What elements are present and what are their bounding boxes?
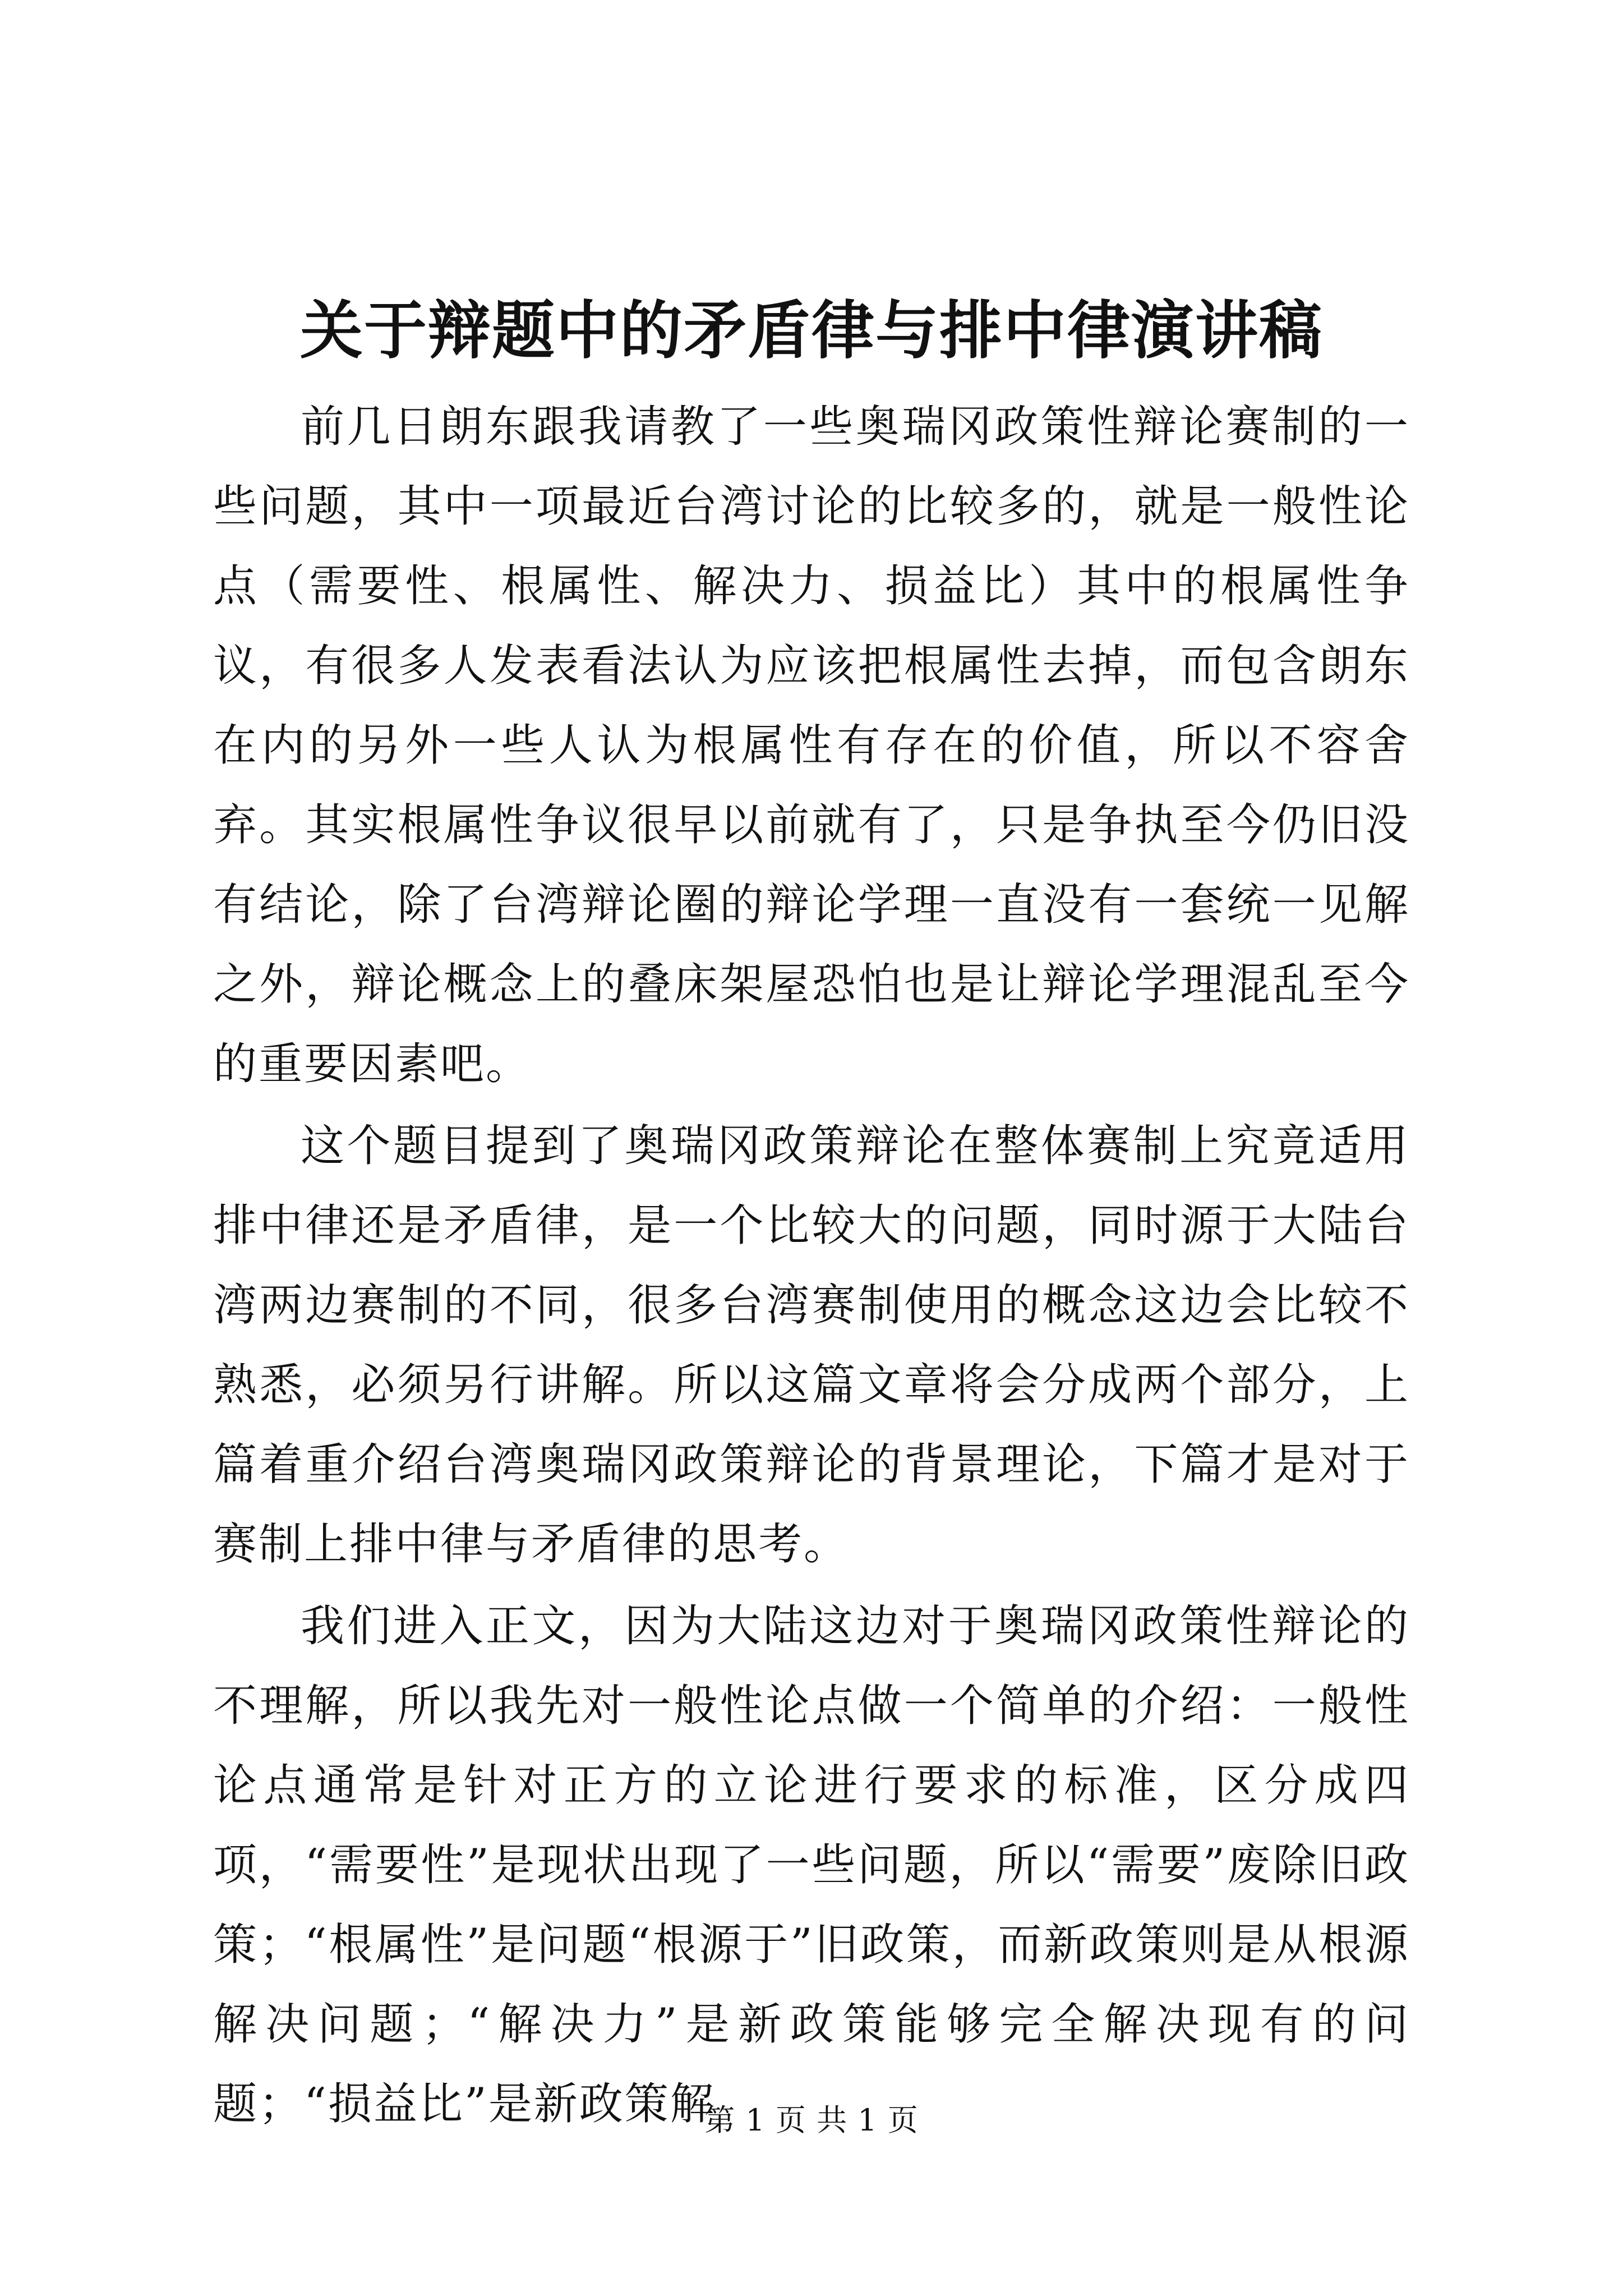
page-footer: 第 1 页 共 1 页 xyxy=(704,2102,919,2138)
paragraph-1: 前几日朗东跟我请教了一些奥瑞冈政策性辩论赛制的一些问题，其中一项最近台湾讨论的比较多的，就是一般性论点（需要性、根属性、解决力、损益比）其中的根属性争议，有很多人发表看法认为应该把根属性去掉，而包含朗东在内的另外一些人认为根属性有存在的价值，所以不容舍弃。其实根属性争议很早以前就有了，只是争执至今仍旧没有结论，除了台湾辩论圈的辩论学理一直没有一套统一见解之外，辩论概念上的叠床架屋恐怕也是让辩论学理混乱至今的重要因素吧。 xyxy=(213,402,1410,1089)
paragraph-2: 这个题目提到了奥瑞冈政策辩论在整体赛制上究竟适用排中律还是矛盾律，是一个比较大的问题，同时源于大陆台湾两边赛制的不同，很多台湾赛制使用的概念这边会比较不熟悉，必须另行讲解。所以这篇文章将会分成两个部分，上篇着重介绍台湾奥瑞冈政策辩论的背景理论，下篇才是对于赛制上排中律与矛盾律的思考。 xyxy=(213,1121,1410,1570)
document-title: 关于辩题中的矛盾律与排中律演讲稿 xyxy=(300,294,1323,367)
document-body xyxy=(213,387,1410,2146)
paragraph-3: 我们进入正文，因为大陆这边对于奥瑞冈政策性辩论的不理解，所以我先对一般性论点做一个简单的介绍：一般性论点通常是针对正方的立论进行要求的标准，区分成四项，“需要性”是现状出现了一些问题，所以“需要”废除旧政策；“根属性”是问题“根源于”旧政策，而新政策则是从根源解决问题；“解决力”是新政策能够完全解决现有的问题；“损益比”是新政策解 xyxy=(213,1601,1410,2129)
